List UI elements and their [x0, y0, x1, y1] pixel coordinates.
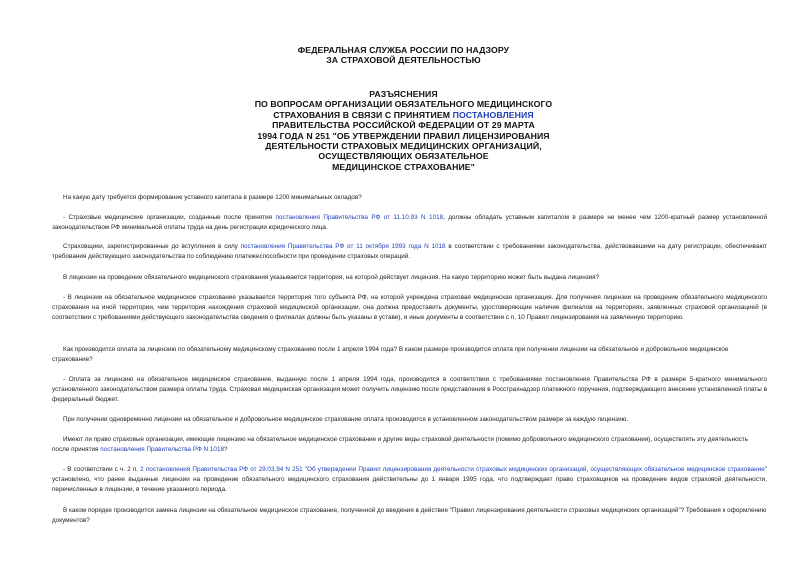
answer-3-paragraph-1: - Оплата за лицензию на обязательное медицинское страхование, выданную после 1 апреля 1994 года, производится в соответствии с требованиями постановления Правительства РФ в размере 5-кратного минимального установленного законодательством размера оплаты труда. Страховая медицинская организация может получить лицензию после представления в Росстрахнадзор платежного поручения, подтверждающего внесение установленной платы в федеральный бюджет.	[52, 376, 767, 404]
answer-3-paragraph-2: При получении одновременно лицензии на обязательное и добровольное медицинское страхование оплата производится в установленном законодательством размере за каждую лицензию.	[63, 416, 629, 423]
title-line-3: СТРАХОВАНИЯ В СВЯЗИ С ПРИНЯТИЕМ ПОСТАНОВЛЕНИЯ	[273, 109, 534, 120]
resolution-251-link[interactable]: 2 постановления Правительства РФ от 29.03.94 N 251 "Об утверждении Правил лицензирования деятельности страховых медицинских организаций, осуществляющих обязательное медицинское страхование	[140, 466, 765, 473]
answer-1-paragraph-2: Страховщики, зарегистрированные до вступления в силу постановления Правительства РФ от 11 октября 1993 года N 1018 в соответствии с требованиями законодательства, действовавшими на дату регистрации, обеспечивают требования действующего законодательства по соблюдению платежеспособности при проведении страховых операций.	[52, 243, 767, 261]
question-3: Как производится оплата за лицензию по обязательному медицинскому страхованию после 1 апреля 1994 года? В каком размере производится оплата при получении лицензии на обязательное и добровольное медицинское страхование?	[52, 346, 729, 364]
agency-line-2: ЗА СТРАХОВОЙ ДЕЯТЕЛЬНОСТЬЮ	[326, 55, 481, 66]
document-title	[0, 89, 807, 172]
answer-2: - В лицензии на обязательное медицинское страхование указывается территория того субъекта РФ, на которой учреждена страховая медицинская организация. Для получения лицензии на проведение обязательного медицинского страхования на иной территории, чем территория нахождения страховой медицинской организации, она должна предоставить документы, удостоверяющие наличие филиалов на территориях, заявленных страховой организацией (в соответствии с требованиями действующего законодательства сведения о филиалах должны быть указаны в уставе), и иные документы в соответствии с п. 10 Правил лицензирования на заявленную территорию.	[52, 294, 767, 322]
question-1: На какую дату требуется формирование уставного капитала в размере 1200 минимальных окладов?	[63, 194, 362, 201]
title-line-7: ОСУЩЕСТВЛЯЮЩИХ ОБЯЗАТЕЛЬНОЕ	[318, 151, 489, 162]
title-line-2: ПО ВОПРОСАМ ОРГАНИЗАЦИИ ОБЯЗАТЕЛЬНОГО МЕДИЦИНСКОГО	[254, 99, 553, 110]
question-5: В каком порядке производится замена лицензии на обязательное медицинское страхование, полученной до введения в действие "Правил лицензирования деятельности страховых медицинских организаций"? Требования к оформлению документов?	[52, 507, 767, 525]
question-4: Имеют ли право страховые организации, имеющие лицензию на обязательное медицинское страхование и другие виды страховой деятельности (помимо добровольного медицинского страхования), осуществлять эту деятельность после принятия постановления Правительства РФ N 1018?	[52, 436, 749, 454]
resolution-n1018-link[interactable]: постановления Правительства РФ N 1018	[100, 446, 225, 454]
answer-1-paragraph-1: - Страховые медицинские организации, созданные после принятия постановления Правительства РФ от 11.10.93 N 1018, должны обладать уставным капиталом в размере не менее чем 1200-кратный размер установленной законодательством РФ минимальной оплаты труда на день регистрации юридического лица.	[52, 214, 767, 232]
title-line-1: РАЗЪЯСНЕНИЯ	[369, 89, 438, 99]
agency-header	[0, 45, 807, 66]
title-line-5: 1994 ГОДА N 251 "ОБ УТВЕРЖДЕНИИ ПРАВИЛ ЛИЦЕНЗИРОВАНИЯ	[257, 130, 550, 141]
title-line-4: ПРАВИТЕЛЬСТВА РОССИЙСКОЙ ФЕДЕРАЦИИ ОТ 29 МАРТА	[272, 120, 535, 131]
resolution-1018-october-link[interactable]: постановления Правительства РФ от 11 октября 1993 года N 1018	[240, 243, 446, 250]
title-line-8: МЕДИЦИНСКОЕ СТРАХОВАНИЕ"	[332, 161, 475, 172]
resolution-link[interactable]: ПОСТАНОВЛЕНИЯ	[452, 109, 534, 120]
question-2: В лицензии на проведение обязательного медицинского страхования указывается территория, на которой действует лицензия. На какую территорию может быть выдана лицензия?	[63, 274, 600, 281]
title-line-6: ДЕЯТЕЛЬНОСТИ СТРАХОВЫХ МЕДИЦИНСКИХ ОРГАНИЗАЦИЙ,	[265, 141, 542, 152]
agency-line-1: ФЕДЕРАЛЬНАЯ СЛУЖБА РОССИИ ПО НАДЗОРУ	[297, 45, 510, 55]
resolution-1018-link[interactable]: постановления Правительства РФ от 11.10.93 N 1018	[275, 214, 444, 221]
answer-4: - В соответствии с ч. 2 п. 2 постановления Правительства РФ от 29.03.94 N 251 "Об утверждении Правил лицензирования деятельности страховых медицинских организаций, осуществляющих обязательное медицинское страхование" установлено, что ранее выданные лицензии на проведение обязательного медицинского страхования действительны до 1 января 1995 года, что подтверждает право страховщиков на проведение видов страховой деятельности, перечисленных в лицензии, в течение указанного периода.	[52, 466, 767, 494]
